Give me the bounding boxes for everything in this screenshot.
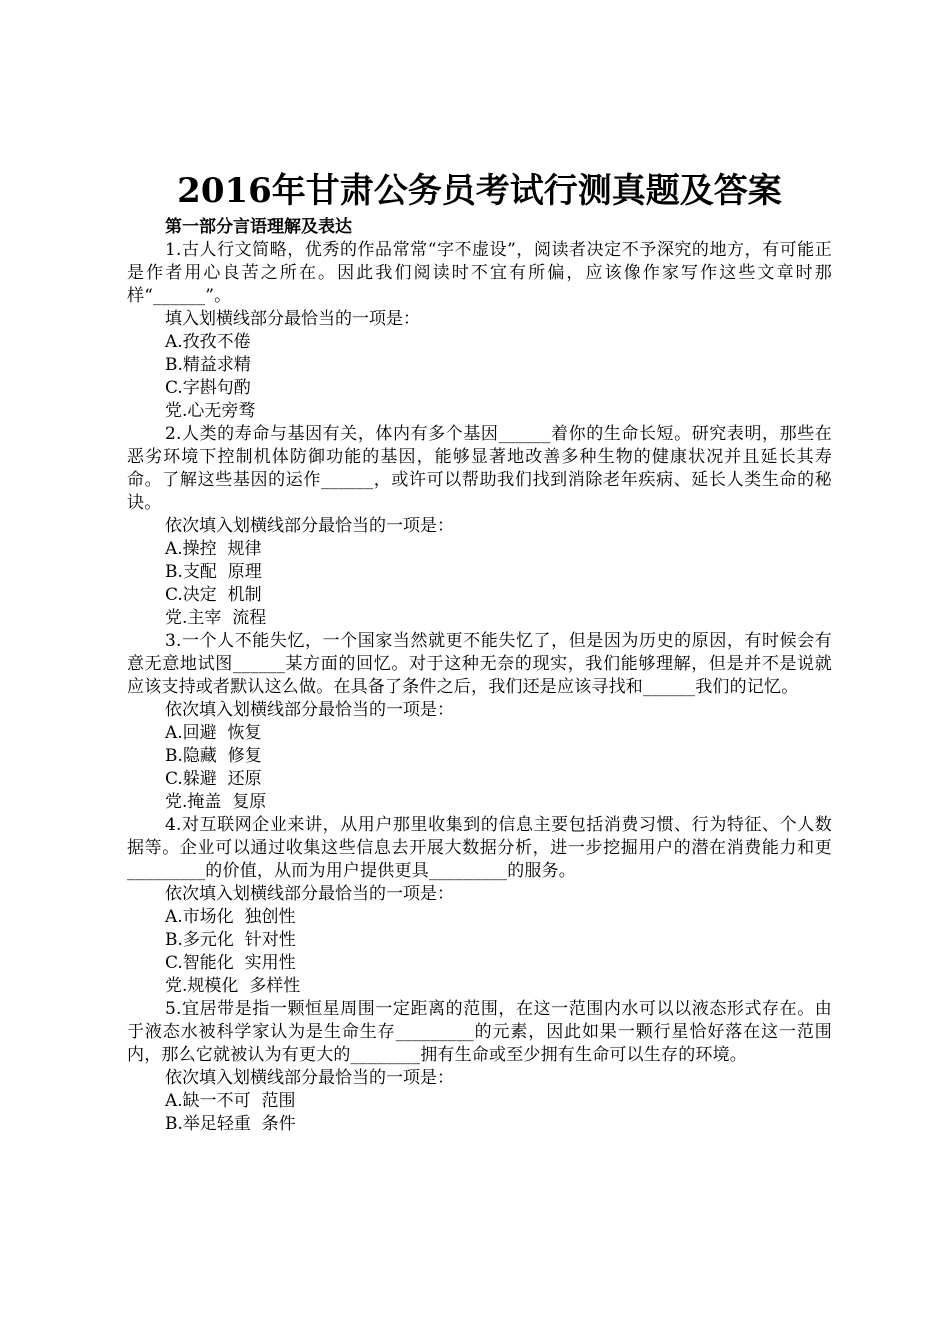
section-heading: 第一部分言语理解及表达 xyxy=(165,217,352,237)
question-instruction: 依次填入划横线部分最恰当的一项是： xyxy=(165,1068,454,1088)
question-instruction: 依次填入划横线部分最恰当的一项是： xyxy=(165,884,454,904)
option-a: A.缺一不可 范围 xyxy=(165,1091,296,1111)
question-stem: 4.对互联网企业来讲，从用户那里收集到的信息主要包括消费习惯、行为特征、个人数据等。企业可以通过收集这些信息去开展大数据分析，进一步挖掘用户的潜在消费能力和更_________的价值，从而为用户提供更具_________的服务。 xyxy=(127,815,832,881)
question-instruction: 依次填入划横线部分最恰当的一项是： xyxy=(165,700,454,720)
option-c: C.字斟句酌 xyxy=(165,378,251,398)
question-3 xyxy=(127,630,832,814)
question-stem: 2.人类的寿命与基因有关，体内有多个基因______着你的生命长短。研究表明，那些在恶劣环境下控制机体防御功能的基因，能够显著地改善多种生物的健康状况并且延长其寿命。了解这些基因的运作______，或许可以帮助我们找到消除老年疾病、延长人类生命的秘诀。 xyxy=(127,424,832,513)
question-2 xyxy=(127,423,832,630)
option-d: 党.规模化 多样性 xyxy=(165,976,301,996)
question-4 xyxy=(127,814,832,998)
question-5 xyxy=(127,998,832,1136)
question-stem: 1.古人行文简略，优秀的作品常常“字不虚设”，阅读者决定不予深究的地方，有可能正是作者用心良苦之所在。因此我们阅读时不宜有所偏，应该像作家写作这些文章时那样“______”。 xyxy=(127,240,832,306)
option-a: A.回避 恢复 xyxy=(165,723,262,743)
question-stem: 3.一个人不能失忆，一个国家当然就更不能失忆了，但是因为历史的原因，有时候会有意无意地试图______某方面的回忆。对于这种无奈的现实，我们能够理解，但是并不是说就应该支持或者默认这么做。在具备了条件之后，我们还是应该寻找和______我们的记忆。 xyxy=(127,631,832,697)
option-c: C.躲避 还原 xyxy=(165,769,262,789)
option-a: A.孜孜不倦 xyxy=(165,332,251,352)
option-d: 党.心无旁骛 xyxy=(165,401,256,421)
option-b: B.精益求精 xyxy=(165,355,251,375)
document-title: 2016年甘肃公务员考试行测真题及答案 xyxy=(177,171,782,211)
option-c: C.智能化 实用性 xyxy=(165,953,296,973)
option-c: C.决定 机制 xyxy=(165,585,262,605)
document-page xyxy=(127,166,832,1136)
option-b: B.支配 原理 xyxy=(165,562,262,582)
question-stem: 5.宜居带是指一颗恒星周围一定距离的范围，在这一范围内水可以以液态形式存在。由于液态水被科学家认为是生命生存_________的元素，因此如果一颗行星恰好落在这一范围内，那么它就被认为有更大的________拥有生命或至少拥有生命可以生存的环境。 xyxy=(127,999,832,1065)
option-b: B.举足轻重 条件 xyxy=(165,1114,296,1134)
option-d: 党.掩盖 复原 xyxy=(165,792,267,812)
option-b: B.多元化 针对性 xyxy=(165,930,296,950)
question-1 xyxy=(127,239,832,423)
option-a: A.市场化 独创性 xyxy=(165,907,296,927)
option-d: 党.主宰 流程 xyxy=(165,608,267,628)
option-a: A.操控 规律 xyxy=(165,539,262,559)
option-b: B.隐藏 修复 xyxy=(165,746,262,766)
question-instruction: 依次填入划横线部分最恰当的一项是： xyxy=(165,516,454,536)
question-instruction: 填入划横线部分最恰当的一项是： xyxy=(165,309,420,329)
